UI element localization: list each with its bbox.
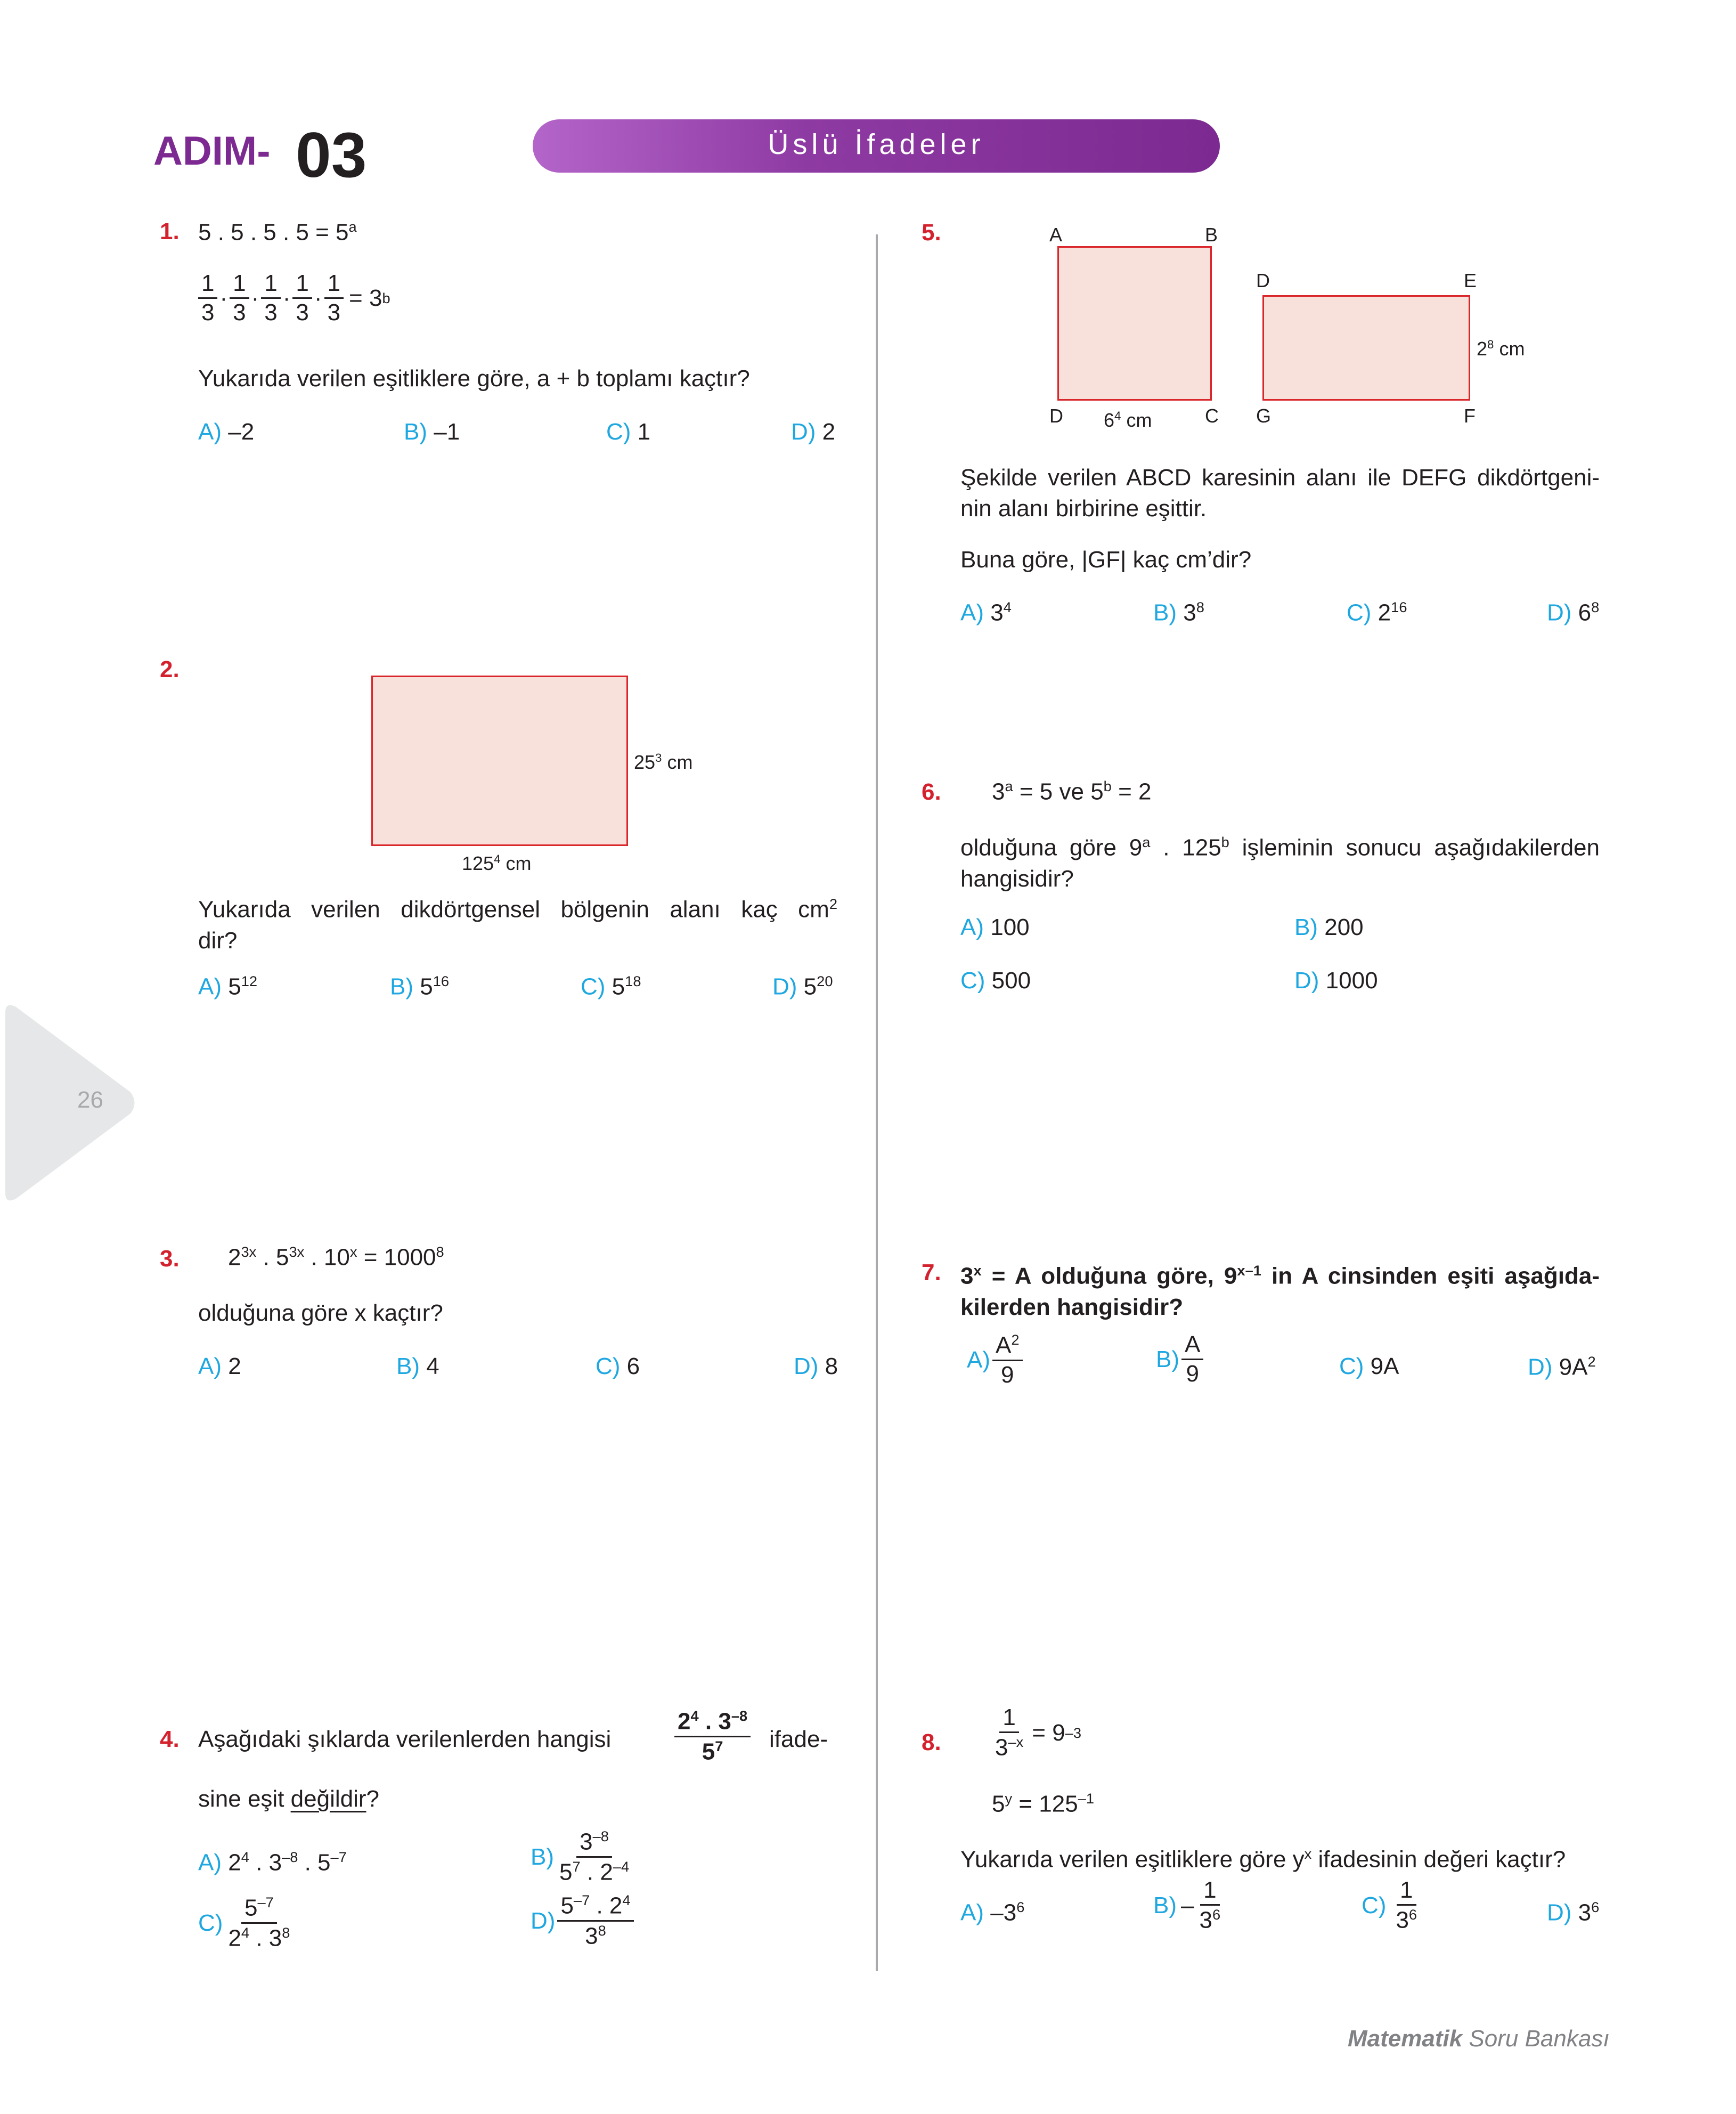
q4-option-b-fraction <box>556 1828 632 1885</box>
q5-option-b-base: 3 <box>1183 599 1196 626</box>
q7-prompt <box>960 1255 1600 1323</box>
q6-eq-b-exp: b <box>1103 778 1112 794</box>
q1-option-c[interactable] <box>606 419 650 445</box>
q1-frac-num: 1 <box>230 271 249 299</box>
q8-prompt-exp: x <box>1304 1845 1312 1862</box>
q6-option-b-label: B) <box>1294 914 1318 940</box>
q8-option-c-den <box>1392 1906 1420 1933</box>
q4-option-a[interactable] <box>198 1849 347 1876</box>
q4-option-c-den-b: . 3 <box>249 1925 282 1952</box>
q1-option-a[interactable] <box>198 419 254 445</box>
q8-option-a[interactable] <box>960 1899 1024 1926</box>
q4-option-b-num-base: 3 <box>580 1828 593 1855</box>
footer-brand-bold: Matematik <box>1348 2026 1463 2052</box>
q4-option-c-label: C) <box>198 1909 223 1936</box>
q2-option-c[interactable] <box>581 973 641 1001</box>
q4-option-b-den <box>556 1858 632 1885</box>
q5-option-d-base: 6 <box>1578 599 1592 626</box>
q3-prompt: olduğuna göre x kaçtır? <box>198 1300 443 1326</box>
q2-prompt <box>198 889 837 956</box>
q1-option-d-value: 2 <box>822 419 836 445</box>
q3-option-d-value: 8 <box>825 1353 838 1379</box>
q4-option-a-label: A) <box>198 1849 222 1876</box>
q3-eq-b: . 5 <box>256 1244 289 1271</box>
q5-label-d-rect: D <box>1256 270 1270 291</box>
q4-prompt-b: ifade- <box>769 1726 828 1752</box>
q3-option-a[interactable] <box>198 1353 241 1380</box>
q3-equation <box>228 1243 444 1271</box>
q4-option-d-num <box>557 1892 633 1922</box>
q3-eq-a: 2 <box>228 1244 241 1271</box>
q8-option-b[interactable] <box>1153 1877 1226 1933</box>
q2-option-d-exp: 20 <box>817 973 833 989</box>
q3-eq-c-exp: x <box>349 1243 357 1260</box>
q1-option-a-value: –2 <box>228 419 255 445</box>
q8-option-a-label: A) <box>960 1899 984 1926</box>
q4-option-d[interactable] <box>531 1892 636 1949</box>
q8-eq1-rhs: = 9 <box>1032 1719 1065 1746</box>
q4-expr-num-a-exp: 4 <box>690 1708 699 1724</box>
q4-option-c[interactable] <box>198 1895 295 1952</box>
q8-option-b-den-base: 3 <box>1199 1907 1212 1934</box>
q2-prompt-b: dir? <box>198 927 238 954</box>
q1-option-b-value: –1 <box>434 419 460 445</box>
q4-option-a-b: . 3 <box>249 1849 282 1876</box>
q2-width-exp: 4 <box>494 852 501 866</box>
q8-eq1-den-base: 3 <box>995 1735 1008 1761</box>
q4-option-b-den-ae: 7 <box>572 1858 581 1875</box>
q4-expr-numerator <box>674 1708 751 1737</box>
q4-option-b-den-a: 5 <box>559 1859 573 1885</box>
q3-option-d[interactable] <box>794 1353 838 1380</box>
q8-option-b-num: 1 <box>1200 1877 1219 1906</box>
q8-option-c-fraction <box>1392 1877 1420 1933</box>
q1-prompt: Yukarıda verilen eşitliklere göre, a + b toplamı kaçtır? <box>198 365 750 392</box>
q7-option-c-value: 9A <box>1370 1353 1399 1379</box>
q4-option-a-c: . 5 <box>298 1849 331 1876</box>
q6-option-c-label: C) <box>960 967 985 994</box>
q4-option-b-den-be: –4 <box>613 1858 630 1875</box>
q2-option-b-exp: 16 <box>433 973 450 989</box>
q6-option-d[interactable] <box>1294 967 1378 994</box>
q5-option-a-base: 3 <box>990 599 1004 626</box>
q2-prompt-a: Yukarıda verilen dikdörtgensel bölgenin alanı kaç cm <box>198 896 829 923</box>
q7-line1-b: = A olduğuna göre, 9 <box>981 1263 1237 1289</box>
q5-sq-side-value: 6 <box>1104 409 1115 431</box>
q8-option-d[interactable] <box>1547 1899 1599 1926</box>
q5-option-c[interactable] <box>1347 599 1407 627</box>
q2-width-unit: cm <box>506 852 532 874</box>
q4-option-d-fraction <box>557 1892 633 1949</box>
q3-eq-b-exp: 3x <box>289 1243 305 1260</box>
q7-number: 7. <box>922 1259 941 1286</box>
q4-option-c-num <box>241 1895 277 1924</box>
q1-option-c-label: C) <box>606 419 631 445</box>
q5-prompt-line2: nin alanı birbirine eşittir. <box>960 495 1207 522</box>
page-tab-arrow <box>0 1002 138 1204</box>
q8-prompt-a: Yukarıda verilen eşitliklere göre y <box>960 1846 1305 1873</box>
q5-sq-unit: cm <box>1126 409 1152 431</box>
q8-eq2-rhs: = 125 <box>1012 1791 1078 1817</box>
q6-prompt-b: . 125 <box>1150 834 1221 861</box>
q1-option-a-label: A) <box>198 419 222 445</box>
q8-equation-2 <box>992 1790 1094 1818</box>
q8-prompt <box>960 1845 1566 1873</box>
q1-equation-2 <box>196 271 390 326</box>
q1-option-d-label: D) <box>791 419 816 445</box>
q6-prompt-a-exp: a <box>1142 834 1151 850</box>
q6-eq-c: = 2 <box>1111 778 1152 805</box>
q2-option-a-base: 5 <box>228 973 241 1000</box>
q7-option-a[interactable] <box>967 1332 1025 1388</box>
q4-option-c-fraction <box>225 1895 293 1952</box>
q3-option-a-value: 2 <box>228 1353 241 1379</box>
q1-fraction-2 <box>230 271 249 326</box>
q2-option-a[interactable] <box>198 973 257 1001</box>
q3-option-d-label: D) <box>794 1353 819 1379</box>
column-divider <box>876 234 878 1971</box>
q8-option-a-exp: 6 <box>1016 1899 1025 1915</box>
q7-line1-b-exp: x–1 <box>1237 1262 1261 1279</box>
q4-option-c-den-be: 8 <box>282 1924 290 1941</box>
q8-option-a-value: –3 <box>990 1899 1017 1926</box>
q8-option-b-sign: – <box>1181 1892 1194 1918</box>
q8-number: 8. <box>922 1729 941 1755</box>
q5-option-d-exp: 8 <box>1591 599 1600 615</box>
q5-square-side-label <box>1104 409 1152 432</box>
q1-frac-den: 3 <box>327 299 341 326</box>
q5-option-c-label: C) <box>1347 599 1372 626</box>
q2-option-c-label: C) <box>581 973 606 1000</box>
q5-sq-side-exp: 4 <box>1114 409 1121 422</box>
q6-option-c-value: 500 <box>991 967 1031 994</box>
q5-option-b-label: B) <box>1153 599 1177 626</box>
q3-option-b[interactable] <box>396 1353 439 1380</box>
q8-eq1-rhs-exp: –3 <box>1065 1724 1081 1741</box>
q8-option-c-den-base: 3 <box>1396 1907 1409 1934</box>
q2-height-unit: cm <box>667 751 693 773</box>
q4-option-c-den-a: 2 <box>228 1925 241 1952</box>
q8-eq1-den <box>992 1733 1026 1761</box>
q5-option-d[interactable] <box>1547 599 1599 627</box>
q7-line1-a: 3 <box>960 1263 974 1289</box>
q7-option-d[interactable] <box>1528 1353 1596 1381</box>
q5-rectangle-defg <box>1262 295 1470 401</box>
page-number: 26 <box>77 1087 103 1113</box>
q5-rect-side-exp: 8 <box>1487 338 1494 351</box>
q4-prompt-a: Aşağıdaki şıklarda verilenlerden hangisi <box>198 1726 612 1752</box>
q2-option-b-base: 5 <box>420 973 433 1000</box>
q5-label-c: C <box>1205 405 1219 427</box>
q3-eq-c: . 10 <box>304 1244 350 1271</box>
q6-eq-b: = 5 ve 5 <box>1013 778 1104 805</box>
q6-number: 6. <box>922 779 941 805</box>
q3-number: 3. <box>160 1246 180 1272</box>
q6-prompt <box>960 827 1600 895</box>
q6-option-a-label: A) <box>960 914 984 940</box>
q7-option-b[interactable] <box>1156 1332 1205 1387</box>
q2-option-d-label: D) <box>772 973 797 1000</box>
q1-option-b-label: B) <box>404 419 427 445</box>
q5-label-d-square: D <box>1049 405 1063 427</box>
q2-width-label <box>462 852 532 875</box>
q4-option-a-be: –8 <box>282 1849 298 1865</box>
q1-equation-1 <box>198 218 357 246</box>
q6-option-a-value: 100 <box>990 914 1030 940</box>
q8-option-b-label: B) <box>1153 1892 1177 1918</box>
q1-option-d[interactable] <box>791 419 835 445</box>
q1-option-b[interactable] <box>404 419 460 445</box>
q7-option-a-num-base: A <box>996 1332 1012 1359</box>
q8-eq1-den-exp: –x <box>1008 1734 1024 1751</box>
q5-label-e: E <box>1464 270 1477 291</box>
q1-dot: · <box>282 284 291 311</box>
q3-option-c-value: 6 <box>626 1353 640 1379</box>
q5-rect-side-value: 2 <box>1477 338 1488 360</box>
q5-number: 5. <box>922 219 941 246</box>
q4-prompt-line2 <box>198 1786 379 1812</box>
q5-question: Buna göre, |GF| kaç cm’dir? <box>960 547 1252 573</box>
q5-prompt <box>960 462 1600 524</box>
adim-number: 03 <box>296 119 367 191</box>
q1-fraction-4 <box>292 271 312 326</box>
q2-option-d[interactable] <box>772 973 833 1001</box>
q5-option-c-exp: 16 <box>1391 599 1407 615</box>
q2-height-exp: 3 <box>655 751 662 765</box>
q2-number: 2. <box>160 656 180 682</box>
q2-option-d-base: 5 <box>803 973 817 1000</box>
q7-option-a-label: A) <box>967 1346 990 1373</box>
q8-option-d-exp: 6 <box>1591 1899 1600 1915</box>
q7-option-a-num <box>992 1332 1023 1361</box>
q4-option-d-num-b: . 2 <box>590 1892 623 1919</box>
q2-width-value: 125 <box>462 852 494 874</box>
q3-option-b-label: B) <box>396 1353 420 1379</box>
q4-expr-den: 5 <box>702 1738 715 1765</box>
q1-number: 1. <box>160 218 180 245</box>
q8-eq2-exp: y <box>1005 1790 1013 1807</box>
q4-option-c-num-base: 5 <box>244 1895 258 1921</box>
q4-option-c-den <box>225 1924 293 1952</box>
q6-option-d-value: 1000 <box>1325 967 1378 994</box>
q5-label-a: A <box>1049 224 1063 246</box>
q1-fraction-1 <box>198 271 217 326</box>
q4-option-b-den-b: . 2 <box>580 1859 613 1885</box>
adim-label: ADIM- <box>153 128 271 174</box>
q1-dot: · <box>219 284 228 311</box>
q4-expression <box>672 1708 753 1765</box>
q1-frac-num: 1 <box>261 271 280 299</box>
q5-option-b-exp: 8 <box>1196 599 1204 615</box>
q5-option-c-base: 2 <box>1378 599 1391 626</box>
q1-frac-num: 1 <box>198 271 217 299</box>
q1-rhs: = 3 <box>349 284 382 311</box>
q4-expr-num-a: 2 <box>678 1708 691 1735</box>
q7-line2: kilerden hangisidir? <box>960 1294 1184 1320</box>
q1-line1-exp: a <box>348 218 357 235</box>
q4-option-b[interactable] <box>531 1828 634 1885</box>
q4-option-b-num-exp: –8 <box>592 1828 609 1844</box>
q1-fraction-5 <box>324 271 344 326</box>
q3-option-a-label: A) <box>198 1353 222 1379</box>
q2-prompt-exp: 2 <box>829 896 837 912</box>
q4-prompt-e: ? <box>366 1786 380 1812</box>
q4-option-d-num-be: 4 <box>622 1892 631 1908</box>
q4-option-a-a: 2 <box>228 1849 241 1876</box>
q8-eq1-fraction <box>992 1705 1026 1761</box>
q4-number: 4. <box>160 1726 180 1752</box>
q1-rhs-exp: b <box>382 289 390 306</box>
q7-option-d-value: 9A <box>1559 1354 1588 1380</box>
q3-eq-d-exp: 8 <box>436 1243 444 1260</box>
q4-option-d-den-exp: 8 <box>598 1922 606 1939</box>
q4-expr-num-b: . 3 <box>698 1708 731 1735</box>
q8-option-c-label: C) <box>1362 1892 1387 1918</box>
q6-prompt-b-exp: b <box>1221 834 1229 850</box>
q8-option-c-den-exp: 6 <box>1408 1906 1417 1923</box>
q1-fraction-3 <box>261 271 280 326</box>
q7-option-b-num: A <box>1181 1332 1203 1360</box>
q8-option-b-den-exp: 6 <box>1212 1906 1221 1923</box>
q2-option-c-exp: 18 <box>625 973 641 989</box>
q6-prompt-d: hangisidir? <box>960 865 1074 892</box>
q4-prompt-emphasis: değildir <box>290 1786 366 1812</box>
q6-equation <box>992 778 1151 806</box>
q1-line1-text: 5 . 5 . 5 . 5 = 5 <box>198 219 349 246</box>
q6-eq-a-exp: a <box>1005 778 1013 794</box>
q8-prompt-b: ifadesinin değeri kaçtır? <box>1311 1846 1566 1873</box>
q5-label-g: G <box>1256 405 1272 427</box>
q3-option-c[interactable] <box>596 1353 640 1380</box>
q7-option-d-exp: 2 <box>1587 1353 1596 1370</box>
q7-option-a-fraction <box>992 1332 1023 1388</box>
q6-prompt-a: olduğuna göre 9 <box>960 834 1143 861</box>
q8-option-b-den <box>1196 1906 1224 1933</box>
q2-option-a-label: A) <box>198 973 222 1000</box>
q5-prompt-line1: Şekilde verilen ABCD karesinin alanı ile DEFG dikdörtgeni- <box>960 465 1600 491</box>
q8-option-d-value: 3 <box>1578 1899 1592 1926</box>
q7-option-b-den: 9 <box>1186 1361 1199 1387</box>
q6-option-a[interactable] <box>960 914 1030 941</box>
q6-eq-a: 3 <box>992 778 1005 805</box>
q1-frac-num: 1 <box>292 271 312 299</box>
q2-option-b-label: B) <box>390 973 413 1000</box>
q4-option-d-label: D) <box>531 1907 556 1934</box>
q7-line1-a-exp: x <box>973 1262 982 1279</box>
q6-prompt-c: işleminin sonucu aşağıdakilerden <box>1229 834 1600 861</box>
q2-height-label <box>634 751 692 774</box>
q4-expr-den-exp: 7 <box>715 1738 723 1755</box>
q2-option-b[interactable] <box>390 973 449 1001</box>
q5-option-a[interactable] <box>960 599 1012 627</box>
q2-height-value: 25 <box>634 751 656 773</box>
q7-line1-c: in A cinsinden eşiti aşağıda- <box>1261 1263 1600 1289</box>
topic-title: Üslü İfadeler <box>768 128 985 160</box>
q8-option-c[interactable] <box>1362 1877 1422 1933</box>
q7-option-b-fraction <box>1181 1332 1203 1387</box>
q4-option-b-num <box>576 1828 612 1858</box>
q3-option-b-value: 4 <box>426 1353 439 1379</box>
q4-expr-num-b-exp: –8 <box>731 1708 748 1724</box>
q4-option-d-den <box>582 1922 609 1949</box>
q6-option-c[interactable] <box>960 967 1031 994</box>
q8-eq1-num: 1 <box>999 1705 1018 1733</box>
q4-option-c-den-ae: 4 <box>241 1924 250 1941</box>
q7-option-a-den: 9 <box>1001 1362 1014 1388</box>
q1-option-c-value: 1 <box>637 419 651 445</box>
q5-option-b[interactable] <box>1153 599 1204 627</box>
q7-option-b-label: B) <box>1156 1346 1179 1372</box>
q6-option-b-value: 200 <box>1324 914 1364 940</box>
q1-frac-den: 3 <box>296 299 309 326</box>
q4-expression-fraction <box>674 1708 751 1765</box>
q4-prompt-c: sine eşit <box>198 1786 284 1812</box>
q5-option-d-label: D) <box>1547 599 1572 626</box>
q1-dot: · <box>314 284 322 311</box>
q6-option-d-label: D) <box>1294 967 1319 994</box>
q5-option-a-label: A) <box>960 599 984 626</box>
q1-frac-num: 1 <box>324 271 344 299</box>
q3-eq-a-exp: 3x <box>241 1243 257 1260</box>
q7-option-c[interactable] <box>1339 1353 1399 1380</box>
q4-option-b-label: B) <box>531 1843 554 1870</box>
q1-frac-den: 3 <box>233 299 246 326</box>
q4-option-a-ce: –7 <box>330 1849 347 1865</box>
q7-option-a-num-exp: 2 <box>1011 1331 1020 1348</box>
q5-label-b: B <box>1205 224 1218 246</box>
footer-brand-rest: Soru Bankası <box>1469 2026 1610 2052</box>
q4-expr-denominator <box>699 1737 727 1765</box>
q4-option-a-ae: 4 <box>241 1849 249 1865</box>
q8-option-d-label: D) <box>1547 1899 1572 1926</box>
q3-option-c-label: C) <box>596 1353 621 1379</box>
q8-eq2-rhs-exp: –1 <box>1078 1790 1095 1807</box>
q5-label-f: F <box>1464 405 1476 427</box>
q4-option-c-num-exp: –7 <box>257 1894 274 1910</box>
q8-option-c-num: 1 <box>1397 1877 1416 1906</box>
q5-option-a-exp: 4 <box>1003 599 1012 615</box>
q5-rect-side-label <box>1477 338 1525 360</box>
q7-option-c-label: C) <box>1339 1353 1364 1379</box>
q2-option-c-base: 5 <box>612 973 625 1000</box>
q3-eq-d: = 1000 <box>357 1244 436 1271</box>
q4-option-d-den-base: 3 <box>585 1923 598 1949</box>
q1-dot: · <box>251 284 259 311</box>
q5-rect-unit: cm <box>1499 338 1525 360</box>
q4-option-d-num-a: 5 <box>560 1892 574 1919</box>
q1-frac-den: 3 <box>201 299 215 326</box>
q8-eq2-base: 5 <box>992 1791 1005 1817</box>
q2-option-a-exp: 12 <box>241 973 258 989</box>
footer-brand <box>1348 2026 1610 2052</box>
q1-frac-den: 3 <box>264 299 278 326</box>
q6-option-b[interactable] <box>1294 914 1364 941</box>
q8-option-b-fraction <box>1196 1877 1224 1933</box>
q7-option-d-label: D) <box>1528 1354 1553 1380</box>
q5-square-abcd <box>1057 246 1212 401</box>
q2-rectangle <box>371 676 628 846</box>
q4-option-d-num-ae: –7 <box>573 1892 590 1908</box>
q8-equation-1 <box>990 1705 1081 1761</box>
